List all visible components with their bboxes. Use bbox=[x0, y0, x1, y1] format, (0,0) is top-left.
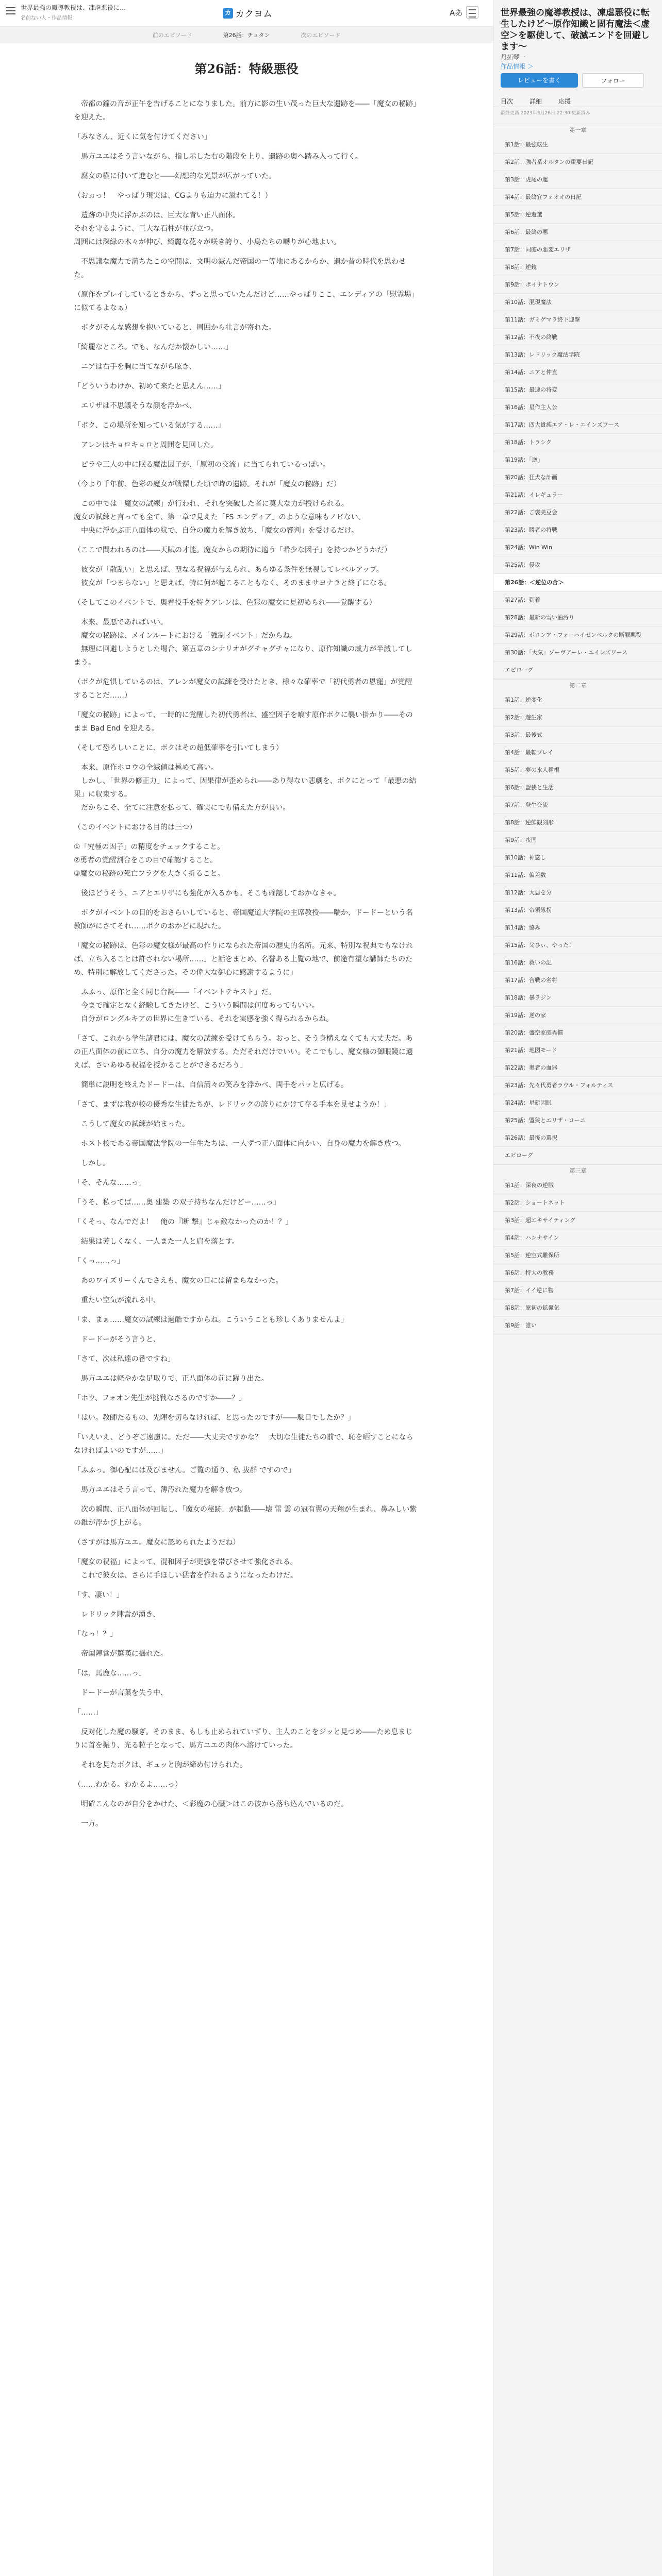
body-paragraph: 「どういうわけか、初めて来たと思えん……」 bbox=[74, 382, 225, 391]
body-paragraph: 帝都の鐘の音が正午を告げることになりました。前方に影の生い茂った巨大な遺跡を――「魔女の秘跡」を迎えた。 bbox=[74, 100, 417, 122]
body-paragraph: （今より千年前、色彩の魔女が戦慄した頃で時の遺跡。それが「魔女の秘跡」だ） bbox=[74, 480, 341, 488]
header-novel-title[interactable]: 世界最強の魔導教授は、凍虐悪役に… bbox=[21, 4, 126, 11]
body-paragraph: 「ボク、この場所を知っている気がする……」 bbox=[74, 421, 225, 430]
episode-body bbox=[74, 97, 419, 1831]
body-paragraph: ホスト校である帝国魔法学院の一年生たちは、一人ずつ正八面体に向かい、自身の魔力を解き放つ。 bbox=[74, 1140, 406, 1148]
toc-episode-link[interactable]: 第11話：偏差数 bbox=[493, 867, 662, 884]
body-paragraph: 「うそ、私ってば……奥 建築 の双子持ちなんだけどー……っ」 bbox=[74, 1198, 280, 1207]
toc-episode-link[interactable]: 第8話：原初の鉱嚢気 bbox=[493, 1299, 662, 1317]
toc-episode-link[interactable]: 第4話：最転プレイ bbox=[493, 744, 662, 761]
body-paragraph: 「くっ……っ」 bbox=[74, 1257, 124, 1265]
body-paragraph: 「魔女の秘跡」によって、一時的に覚醒した初代勇者は、盛空因子を喰す原作ボクに襲い掛かり――そのまま Bad End を迎える。 bbox=[74, 711, 413, 733]
body-paragraph: ボクがイベントの目的をおさらいしていると、帝国魔道大学院の主席教授――喘か、ドードーという名教師がにさてそれ……ボクのおかどに現れた。 bbox=[74, 909, 413, 930]
toc-episode-link[interactable]: エピローグ bbox=[493, 662, 662, 679]
toc-episode-link[interactable]: 第6話：盟狭と生活 bbox=[493, 779, 662, 796]
toc-episode-link[interactable]: 第1話：深夜の逆賊 bbox=[493, 1177, 662, 1194]
toc-episode-link[interactable]: 第9話：ポイナトウン bbox=[493, 276, 662, 294]
toc-episode-link[interactable]: 第20話：狂犬な計画 bbox=[493, 469, 662, 486]
toc-episode-link[interactable]: 第5話：逆還選 bbox=[493, 206, 662, 224]
body-paragraph: アレンはキョロキョロと周囲を見回した。 bbox=[74, 441, 218, 449]
toc-episode-link[interactable]: 第15話：父ひぃ、やった！ bbox=[493, 937, 662, 954]
body-paragraph: （ここで問われるのは――天賦の才能。魔女からの期待に適う「希少な因子」を持つかどうかだ） bbox=[74, 546, 391, 554]
sidebar-author[interactable]: 丹拓琴一 bbox=[501, 54, 526, 61]
body-paragraph: 本来、原作ホロウの全滅値は極めて高い。 しかし、「世界の修正力」によって、因果律が歪められ――あり得ない悲劇を、ボクにとって「最悪の結果」に収束する。 だからこそ、全てに注意を払って、確実にでも備えた方が良い。 bbox=[74, 764, 417, 812]
text-size-button[interactable]: Aあ bbox=[450, 8, 463, 18]
body-paragraph: 「ふふっ。御心配には及びません。ご覧の通り、私 抜群 ですので」 bbox=[74, 1466, 295, 1475]
body-paragraph: 本来、最悪であればいい。 魔女の秘跡は、メインルートにおける「強制イベント」だからね。 無理に回避しようとした場合、第五章のシナリオがグチャグチャになり、原作知識の威力が半減してしまう。 bbox=[74, 618, 413, 667]
toc-episode-link[interactable]: 第1話：逆変化 bbox=[493, 691, 662, 709]
toc-episode-link[interactable]: 第23話：勝者の将戦 bbox=[493, 521, 662, 539]
toc-episode-link[interactable]: 第18話：トラシク bbox=[493, 434, 662, 451]
update-meta: 最終更新 2023年3月26日 22:30 更新済み bbox=[501, 111, 590, 116]
current-episode-label: 第26話：チュタン bbox=[223, 32, 270, 39]
follow-button[interactable]: フォロー bbox=[582, 73, 644, 88]
body-paragraph: 「そ、そんな……っ」 bbox=[74, 1179, 146, 1187]
body-paragraph: ボクがそんな感想を抱いていると、周囲から壮言が寄れた。 bbox=[74, 324, 276, 332]
toc-episode-link[interactable]: 第26話：最後の選択 bbox=[493, 1129, 662, 1147]
toc-episode-link[interactable]: 第22話：奥者の血器 bbox=[493, 1059, 662, 1077]
toc-episode-link[interactable]: 第17話：合戦の名将 bbox=[493, 972, 662, 989]
body-paragraph: 「さて、まずは我が校の優秀な生徒たちが、レドリックの誇りにかけて存る手本を見せようか！」 bbox=[74, 1100, 391, 1109]
top-header bbox=[0, 0, 493, 27]
toc-episode-link[interactable]: 第2話：強者系オルタンの重要日記 bbox=[493, 154, 662, 171]
body-paragraph: 結果は芳しくなく、一人また一人と肩を落とす。 bbox=[74, 1238, 239, 1246]
body-paragraph: 帝国陣営が驚嘆に揺れた。 bbox=[74, 1650, 168, 1658]
body-paragraph: ニアは右手を胸に当てながら呟き、 bbox=[74, 363, 196, 371]
toc-episode-link[interactable]: 第14話：協み bbox=[493, 919, 662, 937]
sidebar-novel-title[interactable]: 世界最強の魔導教授は、凍虐悪役に転生したけど〜原作知識と固有魔法＜虚空＞を駆使して、破滅エンドを回避します〜 bbox=[501, 8, 650, 52]
toc-episode-link[interactable]: 第24話：星新因眼 bbox=[493, 1094, 662, 1112]
body-paragraph: それを見たボクは、ギュッと胸が締め付けられた。 bbox=[74, 1761, 247, 1769]
body-paragraph: 「さて、これから学生諸君には、魔女の試練を受けてもらう。おっと、そう身構えなくても大丈夫だ。あの正八面体の前に立ち、自分の魔力を解放する。ただそれだけでいい。そこでもし、魔女様の御眼鏡に適えば、さいあゆる祝福を授かることができるだろう」 bbox=[74, 1035, 413, 1070]
body-paragraph: 「くそっ、なんでだよ！ 俺の『断 撃』じゃ敵なかったのか！？」 bbox=[74, 1218, 293, 1226]
sidebar-tabs bbox=[493, 93, 662, 107]
body-paragraph: ドードーが言葉を失う中、 bbox=[74, 1689, 168, 1697]
body-paragraph: 反対化した魔の騒ぎ。そのまま、もしも止められていずり、主人のことをジッと見つめ――ため息まじりに首を振り、光る粒子となって、馬方ユエの肉体へ溶けていった。 bbox=[74, 1728, 413, 1750]
toc-episode-link[interactable]: 第5話：逆空式難保所 bbox=[493, 1247, 662, 1264]
body-paragraph: （……わかる。わかるよ……っ） bbox=[74, 1781, 182, 1789]
toc-episode-link[interactable]: 第25話：盟狭とエリザ・ローニ bbox=[493, 1112, 662, 1129]
toc-episode-link[interactable]: 第16話：救いの記 bbox=[493, 954, 662, 972]
toc-episode-link[interactable]: 第12話：大悪を分 bbox=[493, 884, 662, 902]
toc-episode-link[interactable]: 第2話：遊生家 bbox=[493, 709, 662, 726]
toc-episode-link[interactable]: 第29話：ボロンア・フォーハイゼンベルクの断罪悪役 bbox=[493, 626, 662, 644]
header-author[interactable]: 名前ない人・作品情報 bbox=[21, 15, 72, 21]
toc-episode-link[interactable]: 第5話：夢の水人種根 bbox=[493, 761, 662, 779]
tab-support[interactable]: 応援 bbox=[558, 98, 571, 105]
body-paragraph: 「綺麗なところ。でも、なんだか懐かしい……」 bbox=[74, 343, 233, 351]
body-paragraph: 「ホウ、フォオン先生が挑戦なさるのですか――？」 bbox=[74, 1394, 246, 1402]
toc-episode-link[interactable]: 第27話：到着 bbox=[493, 591, 662, 609]
chapter-heading: 第一章 bbox=[493, 124, 662, 136]
toc-episode-link[interactable]: 第3話：最後式 bbox=[493, 726, 662, 744]
body-paragraph: 「はい。教師たるもの、先陣を切らなければ、と思ったのですが――駄目でしたか？」 bbox=[74, 1414, 355, 1422]
toc-episode-link[interactable]: 第24話：Win Win bbox=[493, 539, 662, 556]
body-paragraph: この中では「魔女の試練」が行われ、それを突破した者に莫大な力が授けられる。 魔女の試練と言っても全て、第一章で見えた「FS エンディア」のような意味もノビない。 中央に浮かぶ正八面体の紋で、自分の魔力を解き放ち、「魔女の審判」を受けるだけ。 bbox=[74, 500, 366, 535]
kakuyomu-logo[interactable] bbox=[223, 8, 272, 19]
chapter-heading: 第三章 bbox=[493, 1164, 662, 1177]
body-paragraph: 馬方ユエは軽やかな足取りで、正八面体の前に躍り出た。 bbox=[74, 1375, 269, 1383]
body-paragraph: 「す、凄い！」 bbox=[74, 1591, 124, 1599]
toc-episode-link[interactable]: 第10話：神惑し bbox=[493, 849, 662, 867]
toc-episode-link[interactable]: 第7話：イイ逆に物 bbox=[493, 1282, 662, 1299]
toc-episode-link[interactable]: 第21話：イレギュラー bbox=[493, 486, 662, 504]
toc-episode-link[interactable]: 第21話：地図モード bbox=[493, 1042, 662, 1059]
tab-info[interactable]: 詳細 bbox=[529, 98, 542, 105]
logo-text: カクヨム bbox=[235, 9, 272, 20]
toc-episode-link[interactable]: 第11話：ガミゲマラ終下迎撃 bbox=[493, 311, 662, 329]
body-paragraph: 遺跡の中央に浮かぶのは、巨大な青い正八面体。 それを守るように、巨大な石柱が並び立つ。 周囲には深緑の木々が伸び、綺麗な花々が咲き誇り、小鳥たちの囀りが心地よい。 bbox=[74, 211, 341, 246]
body-paragraph: 「みなさん、近くに気を付けてください」 bbox=[74, 133, 211, 141]
toc-episode-link[interactable]: エピローグ bbox=[493, 1147, 662, 1164]
toc-episode-link[interactable]: 第18話：暴ラジン bbox=[493, 989, 662, 1007]
toc-episode-link[interactable]: 第4話：最終宜フォオオの日記 bbox=[493, 189, 662, 206]
body-paragraph: あのワイズリーくんでさえも、魔女の目には留まらなかった。 bbox=[74, 1277, 283, 1285]
toc-episode-link[interactable]: 第2話：ショートネット bbox=[493, 1194, 662, 1212]
toc-episode-link[interactable]: 第19話：「逆」 bbox=[493, 451, 662, 469]
body-paragraph: 馬方ユエはそう言いながら、指し示した右の階段を上り、遺跡の奥へ踏み入って行く。 bbox=[74, 152, 362, 161]
toc-episode-link[interactable]: 第8話：逆鏡 bbox=[493, 259, 662, 276]
sidebar bbox=[493, 0, 662, 2576]
logo-mark-icon: カ bbox=[223, 8, 233, 19]
body-paragraph: （このイベントにおける目的は三つ） bbox=[74, 823, 196, 832]
toc-episode-link[interactable]: 第6話：特大の教務 bbox=[493, 1264, 662, 1282]
body-paragraph: （さすがは馬方ユエ。魔女に認められたようだね） bbox=[74, 1538, 240, 1547]
body-paragraph: （そして恐ろしいことに、ボクはその超低確率を引いてしまう） bbox=[74, 744, 283, 752]
toc-episode-link[interactable]: 第7話：同庭の悪変エリザ bbox=[493, 241, 662, 259]
body-paragraph: 一方。 bbox=[74, 1820, 103, 1828]
body-paragraph: ふふっ、原作と全く同じ台詞――「イベントテキスト」だ。 今まで確定となく経験してきたけど、こういう瞬間は何度あってもいい。 自分がロングルキアの世界に生きている、それを実感を強く得られるからね。 bbox=[80, 988, 334, 1023]
hamburger-menu-icon[interactable] bbox=[6, 7, 15, 14]
toc-episode-link[interactable]: 第13話：帝領隊拐 bbox=[493, 902, 662, 919]
toc-episode-link[interactable]: 第26話：＜逆位の合＞ bbox=[493, 574, 662, 591]
toc-episode-link[interactable]: 第20話：盛空家庭異慣 bbox=[493, 1024, 662, 1042]
body-paragraph: 「さて、次は私達の番ですね」 bbox=[74, 1355, 175, 1363]
episode-nav bbox=[0, 27, 493, 43]
episode-title: 第26話：特級悪役 bbox=[194, 61, 299, 76]
work-info-link[interactable]: 作品情報 ＞ bbox=[501, 63, 534, 70]
tab-toc[interactable]: 目次 bbox=[501, 98, 514, 105]
toc-episode-link[interactable]: 第9話：蛮国 bbox=[493, 832, 662, 849]
body-paragraph: 馬方ユエはそう言って、薄汚れた魔力を解き放つ。 bbox=[74, 1486, 247, 1494]
body-paragraph: 重たい空気が流れる中、 bbox=[74, 1296, 160, 1304]
toc-episode-link[interactable]: 第10話：混現魔法 bbox=[493, 294, 662, 311]
toc-episode-link[interactable]: 第22話：ご褒美豆会 bbox=[493, 504, 662, 521]
episode-content bbox=[74, 43, 419, 1837]
toc-episode-link[interactable]: 第23話：先々代勇者ラウル・フォルティス bbox=[493, 1077, 662, 1094]
body-paragraph: 「魔女の秘跡は、色彩の魔女様が最高の作りになられた帝国の歴史的名所。元来、特別な祝典でもなければ、立ち入ることは許されない場所……」と話をまとめ、名誉ある上覧の地で、前途有望な講師たちのため、特別に解放してくださった。その偉大な御心に感謝するように」 bbox=[74, 942, 413, 977]
body-paragraph: 明確こんなのが自分をかけた、＜彩魔の心臓＞はこの彼から落ち込んでいるのだ。 bbox=[74, 1800, 348, 1808]
toc-episode-link[interactable]: 第17話：四大貴族エア・レ・エインズワース bbox=[493, 416, 662, 434]
prev-episode-link[interactable]: 前のエピソード bbox=[152, 32, 192, 39]
body-paragraph: 後ほどうそう、ニアとエリザにも強化が入るかも。そこも確認しておかなきゃ。 bbox=[74, 889, 341, 897]
body-paragraph: こうして魔女の試練が始まった。 bbox=[74, 1120, 189, 1128]
toc-episode-link[interactable]: 第8話：逆鮮観剣形 bbox=[493, 814, 662, 832]
toc-episode-link[interactable]: 第19話：逆の家 bbox=[493, 1007, 662, 1024]
toc-episode-link[interactable]: 第6話：最終の悪 bbox=[493, 224, 662, 241]
next-episode-link[interactable]: 次のエピソード bbox=[301, 32, 341, 39]
table-of-contents bbox=[493, 124, 662, 1334]
toc-episode-link[interactable]: 第14話：ニアと仲直 bbox=[493, 364, 662, 381]
toc-episode-link[interactable]: 第15話：最速の将変 bbox=[493, 381, 662, 399]
toc-episode-link[interactable]: 第30話：「大気」ゾーヴアーレ・エインズワース bbox=[493, 644, 662, 662]
body-paragraph: 腐女の横に付いて進むと――幻想的な光景が広がっていた。 bbox=[74, 172, 276, 180]
body-paragraph: レドリック陣営が湧き、 bbox=[74, 1611, 160, 1619]
toc-episode-link[interactable]: 第28話：最新の雪い油汚り bbox=[493, 609, 662, 626]
body-paragraph: しかし。 bbox=[74, 1159, 110, 1167]
body-paragraph: （そしてこのイベントで、奥着役手を特クアレンは、色彩の魔女に見初められ――覚醒する） bbox=[74, 599, 376, 607]
body-paragraph: （原作をプレイしているときから、ずっと思っていたんだけど……やっぱりここ、エンディアの「慰霊場」に似てるよなぁ） bbox=[74, 291, 419, 312]
body-paragraph: ピラや三人の中に眠る魔法因子が、「原初の交流」に当てられているっぽい。 bbox=[74, 461, 330, 469]
body-paragraph: 「は、馬鹿な……っ」 bbox=[74, 1669, 146, 1677]
body-paragraph: 「……」 bbox=[74, 1708, 103, 1717]
body-paragraph: ドードーがそう言うと、 bbox=[74, 1335, 160, 1344]
body-paragraph: ①「究極の因子」の精度をチェックすること。 ②勇者の覚醒割合をこの目で確認すること。 ③魔女の秘跡の死亡フラグを大きく折ること。 bbox=[74, 843, 225, 878]
body-paragraph: 彼女が「散乱い」と思えば、聖なる祝福が与えられ、あらゆる条件を無視してレベルアップ。 彼女が「つまらない」と思えば、特に何が起こることもなく、そのままサヨナラと終了になる。 bbox=[80, 566, 391, 587]
toc-episode-link[interactable]: 第25話：侵攻 bbox=[493, 556, 662, 574]
toc-episode-link[interactable]: 第9話：誰い bbox=[493, 1317, 662, 1334]
body-paragraph: エリザは不思議そうな顔を浮かべ、 bbox=[74, 402, 196, 410]
body-paragraph: 不思議な魔力で満ちたこの空間は、文明の滅んだ帝国の一等地にあるからか、遺か昔の時代を思わせた。 bbox=[74, 258, 406, 279]
toc-episode-link[interactable]: 第3話：虎尾の運 bbox=[493, 171, 662, 189]
toc-episode-link[interactable]: 第4話：ハンナサイン bbox=[493, 1229, 662, 1247]
toc-episode-link[interactable]: 第13話：レドリック魔法学院 bbox=[493, 346, 662, 364]
body-paragraph: 「いえいえ、どうぞご遠慮に。ただ――大丈夫ですかな？ 大切な生徒たちの前で、恥を晒すことにならなければよいのですが……」 bbox=[74, 1433, 413, 1455]
toc-episode-link[interactable]: 第16話：星作主人公 bbox=[493, 399, 662, 416]
toc-episode-link[interactable]: 第7話：登生交流 bbox=[493, 796, 662, 814]
body-paragraph: 「ま、まぁ……魔女の試練は過酷ですからね。こういうことも珍しくありませんよ」 bbox=[74, 1316, 348, 1324]
body-paragraph: 次の瞬間、正八面体が回転し、「魔女の秘跡」が起動――壊 雷 雲 の冠有翼の天翔が生まれ、鼻みしい紫の錐が浮かび上がる。 bbox=[74, 1505, 417, 1527]
body-paragraph: 「魔女の祝福」によって、混和因子が更強を帯びさせて強化される。 これで彼女は、さらに手ほしい猛者を作れるようになったわけだ。 bbox=[74, 1558, 297, 1580]
toc-episode-link[interactable]: 第12話：不夜の終戦 bbox=[493, 329, 662, 346]
body-paragraph: 簡単に説明を終えたドードーは、自信満々の笑みを浮かべ、両手をパッと広げる。 bbox=[74, 1081, 348, 1089]
body-paragraph: （おぉっ！ やっぱり現実は、CGよりも迫力に溢れてる！） bbox=[74, 192, 272, 200]
review-button[interactable]: レビューを書く bbox=[501, 73, 578, 88]
toc-episode-link[interactable]: 第3話：超エキサイティング bbox=[493, 1212, 662, 1229]
body-paragraph: 「なっ！？」 bbox=[74, 1630, 117, 1638]
chapter-heading: 第二章 bbox=[493, 679, 662, 691]
sidebar-toggle-icon[interactable] bbox=[466, 6, 478, 19]
toc-episode-link[interactable]: 第1話：最強転生 bbox=[493, 136, 662, 154]
body-paragraph: （ボクが危惧しているのは、アレンが魔女の試練を受けたとき、様々な確率で「初代勇者の恩寵」が覚醒することだ……） bbox=[74, 678, 412, 700]
